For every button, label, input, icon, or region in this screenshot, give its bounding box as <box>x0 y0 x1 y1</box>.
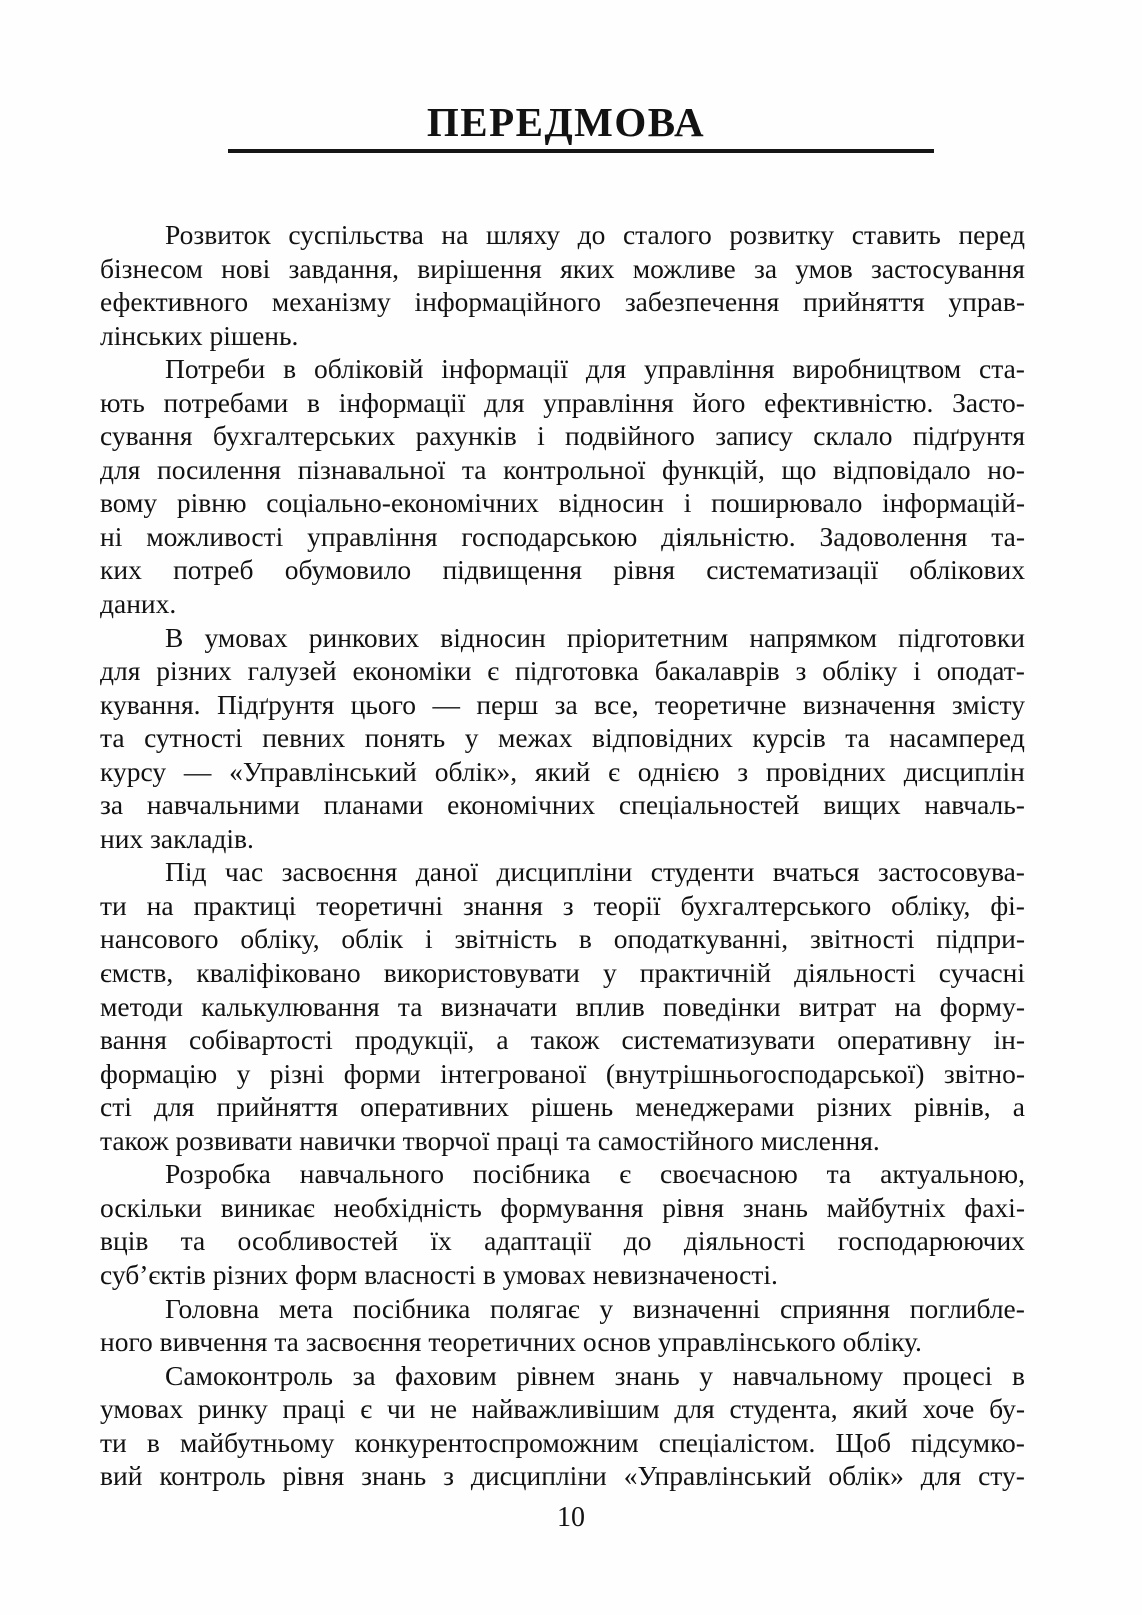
text-line: них закладів. <box>100 822 254 854</box>
text-line: лінських рішень. <box>100 319 299 351</box>
text-line: вому рівню соціально-економічних відносин і поширювало інформацій- <box>100 487 1025 519</box>
text-line: за навчальними планами економічних спеціальностей вищих навчаль- <box>100 789 1025 821</box>
text-line: ких потреб обумовило підвищення рівня систематизації облікових <box>100 554 1025 586</box>
body-text <box>100 218 1025 1493</box>
paragraph-4 <box>100 855 1025 1157</box>
text-line: В умовах ринкових відносин пріоритетним напрямком підготовки <box>165 621 1025 653</box>
text-line: формацію у різні форми інтегрованої (внутрішньогосподарської) звітно- <box>100 1057 1025 1089</box>
text-line: методи калькулювання та визначати вплив поведінки витрат на форму- <box>100 990 1025 1022</box>
text-line: для різних галузей економіки є підготовка бакалаврів з обліку і оподат- <box>100 655 1025 687</box>
paragraph-3 <box>100 621 1025 856</box>
text-line: та сутності певних понять у межах відповідних курсів та насамперед <box>100 722 1025 754</box>
text-line: Розробка навчального посібника є своєчасною та актуальною, <box>165 1158 1025 1190</box>
text-line: також розвивати навички творчої праці та самостійного мислення. <box>100 1124 880 1156</box>
text-line: ефективного механізму інформаційного забезпечення прийняття управ- <box>100 286 1025 318</box>
text-line: суб’єктів різних форм власності в умовах невизначеності. <box>100 1258 778 1290</box>
title-underline-rule <box>228 149 934 153</box>
text-line: ти на практиці теоретичні знання з теорії бухгалтерського обліку, фі- <box>100 889 1025 921</box>
text-line: вання собівартості продукції, а також систематизувати оперативну ін- <box>100 1024 1025 1056</box>
text-line: оскільки виникає необхідність формування рівня знань майбутніх фахі- <box>100 1191 1025 1223</box>
text-line: курсу — «Управлінський облік», який є однією з провідних дисциплін <box>100 755 1025 787</box>
text-line: ного вивчення та засвоєння теоретичних основ управлінського обліку. <box>100 1326 922 1358</box>
text-line: Самоконтроль за фаховим рівнем знань у навчальному процесі в <box>165 1359 1025 1391</box>
text-line: кування. Підґрунтя цього — перш за все, теоретичне визначення змісту <box>100 688 1025 720</box>
paragraph-6 <box>100 1292 1025 1359</box>
paragraph-7 <box>100 1359 1025 1493</box>
text-line: нансового обліку, облік і звітність в оподаткуванні, звітності підпри- <box>100 923 1025 955</box>
text-line: ють потребами в інформації для управління його ефективністю. Засто- <box>100 386 1025 418</box>
text-line: умовах ринку праці є чи не найважливішим для студента, який хоче бу- <box>100 1393 1025 1425</box>
text-line: вців та особливостей їх адаптації до діяльності господарюючих <box>100 1225 1025 1257</box>
text-line: сті для прийняття оперативних рішень менеджерами різних рівнів, а <box>100 1091 1025 1123</box>
text-line: даних. <box>100 588 177 620</box>
paragraph-2 <box>100 352 1025 620</box>
text-line: Потреби в обліковій інформації для управління виробництвом ста- <box>165 353 1025 385</box>
paragraph-5 <box>100 1157 1025 1291</box>
text-line: Розвиток суспільства на шляху до сталого розвитку ставить перед <box>165 219 1025 250</box>
text-line: Під час засвоєння даної дисципліни студенти вчаться застосовува- <box>165 856 1025 888</box>
page-number: 10 <box>557 1502 585 1533</box>
text-line: Головна мета посібника полягає у визначенні сприяння поглибле- <box>165 1292 1025 1324</box>
text-line: бізнесом нові завдання, вирішення яких можливе за умов застосування <box>100 252 1025 284</box>
paragraph-1 <box>100 218 1025 352</box>
text-line: для посилення пізнавальної та контрольної функцій, що відповідало но- <box>100 453 1025 485</box>
text-line: ні можливості управління господарською діяльністю. Задоволення та- <box>100 520 1025 552</box>
text-line: сування бухгалтерських рахунків і подвійного запису склало підґрунтя <box>100 420 1025 452</box>
text-line: вий контроль рівня знань з дисципліни «Управлінський облік» для сту- <box>100 1460 1025 1492</box>
text-line: ємств, кваліфіковано використовувати у практичній діяльності сучасні <box>100 957 1025 989</box>
page-title: ПЕРЕДМОВА <box>426 99 706 145</box>
text-line: ти в майбутньому конкурентоспроможним спеціалістом. Щоб підсумко- <box>100 1426 1025 1458</box>
